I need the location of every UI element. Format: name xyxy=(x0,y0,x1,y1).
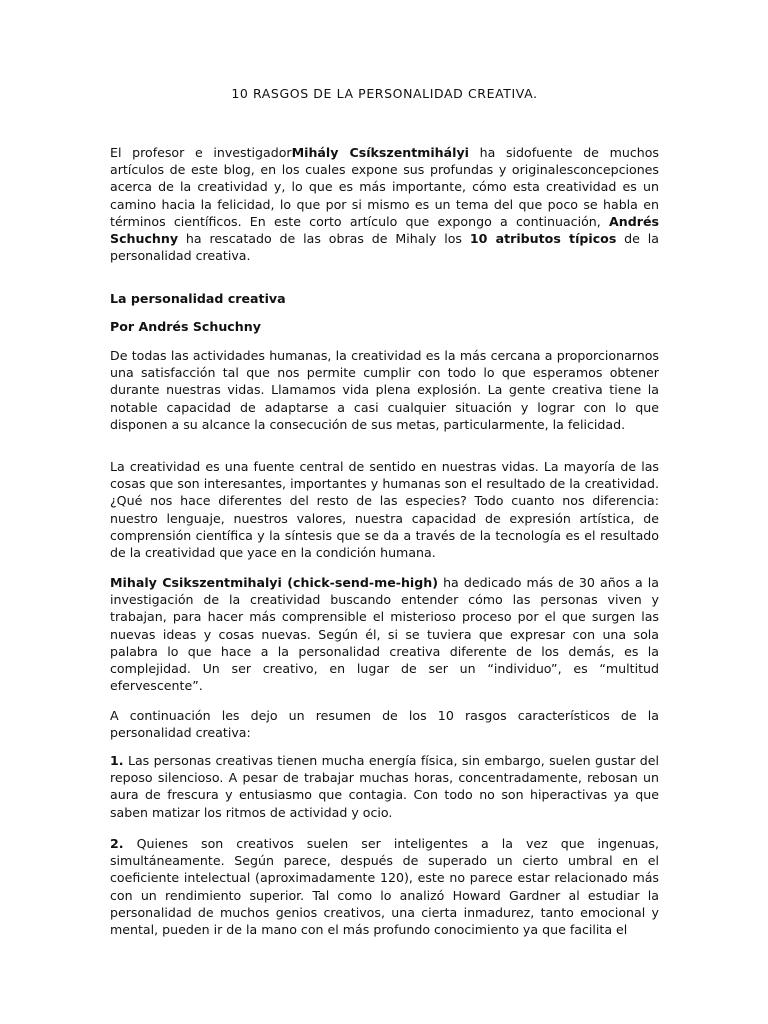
paragraph-1: De todas las actividades humanas, la creatividad es la más cercana a proporcionarnos una satisfacción tal que nos permite cumplir con todo lo que esperamos obtener durante nuestras vidas. Llamamos vida plena explosión. La gente creativa tiene la notable capacidad de adaptarse a casi cualquier situación y lograr con lo que disponen a su alcance la consecución de sus metas, particularmente, la felicidad. xyxy=(110,348,659,432)
paragraph-3 xyxy=(110,574,659,694)
document-title: 10 RASGOS DE LA PERSONALIDAD CREATIVA. xyxy=(231,86,538,101)
section-heading: La personalidad creativa xyxy=(110,291,286,306)
paragraph-3-text: ha dedicado más de 30 años a la investigación de la creatividad buscando entender cómo las personas viven y trabajan, para hacer más comprensible el misterioso proceso por el que surgen las nuevas ideas y cosas nuevas. Según él, si se tuviera que expresar con una sola palabra lo que hace a la personalidad creativa diferente de los demás, es la complejidad. Un ser creativo, en lugar de ser un “individuo”, es “multitud efervescente”. xyxy=(110,575,660,694)
attributes-phrase: 10 atributos típicos xyxy=(469,231,617,247)
list-item-2-text: Quienes son creativos suelen ser inteligentes a la vez que ingenuas, simultáneamente. Según parece, después de superado un cierto umbral en el coeficiente intelectual (aproximadamente 120), este no parece estar relacionado más con un rendimiento superior. Tal como lo analizó Howard Gardner al estudiar la personalidad de muchos genios creativos, una cierta inmadurez, tanto emocional y mental, pueden ir de la mano con el más profundo conocimiento ya que facilita el xyxy=(110,836,659,938)
list-item-1-text: Las personas creativas tienen mucha energía física, sin embargo, suelen gustar del reposo silencioso. A pesar de trabajar muchas horas, concentradamente, rebosan un aura de frescura y entusiasmo que contagia. Con todo no son hiperactivas ya que saben matizar los ritmos de actividad y ocio. xyxy=(110,753,659,820)
intro-text-3: ha rescatado de las obras de Mihaly los xyxy=(178,231,470,247)
intro-text-1: El profesor e investigador xyxy=(110,145,292,160)
list-item-2-number: 2. xyxy=(110,836,124,851)
intro-text-2: ha sidofuente de muchos artículos de este blog, en los cuales expone sus profundas y originalesconcepciones acerca de la creatividad y, lo que es más importante, cómo esta creatividad es un camino hacia la felicidad, lo que por si mismo es un tema del que poco se habla en términos científicos. En este corto artículo que expongo a continuación, xyxy=(110,145,659,229)
paragraph-4: A continuación les dejo un resumen de los 10 rasgos característicos de la personalidad creativa: xyxy=(110,708,659,741)
author-name-mihaly: Mihály Csíkszentmihályi xyxy=(291,145,469,160)
list-item-1 xyxy=(110,752,659,821)
author-name-andres: Andrés Schuchny xyxy=(110,213,659,247)
byline-heading: Por Andrés Schuchny xyxy=(110,319,261,334)
intro-paragraph xyxy=(110,144,659,264)
list-item-1-number: 1. xyxy=(110,753,124,768)
list-item-2 xyxy=(110,835,659,938)
mihaly-bold-name: Mihaly Csikszentmihalyi (chick-send-me-high) xyxy=(110,575,438,590)
paragraph-2: La creatividad es una fuente central de sentido en nuestras vidas. La mayoría de las cosas que son interesantes, importantes y humanas son el resultado de la creatividad. ¿Qué nos hace diferentes del resto de las especies? Todo cuanto nos diferencia: nuestro lenguaje, nuestros valores, nuestra capacidad de expresión artística, de comprensión científica y la síntesis que se da a través de la tecnología es el resultado de la creatividad que yace en la condición humana. xyxy=(110,459,659,561)
intro-text-4: de la personalidad creativa. xyxy=(110,231,659,264)
